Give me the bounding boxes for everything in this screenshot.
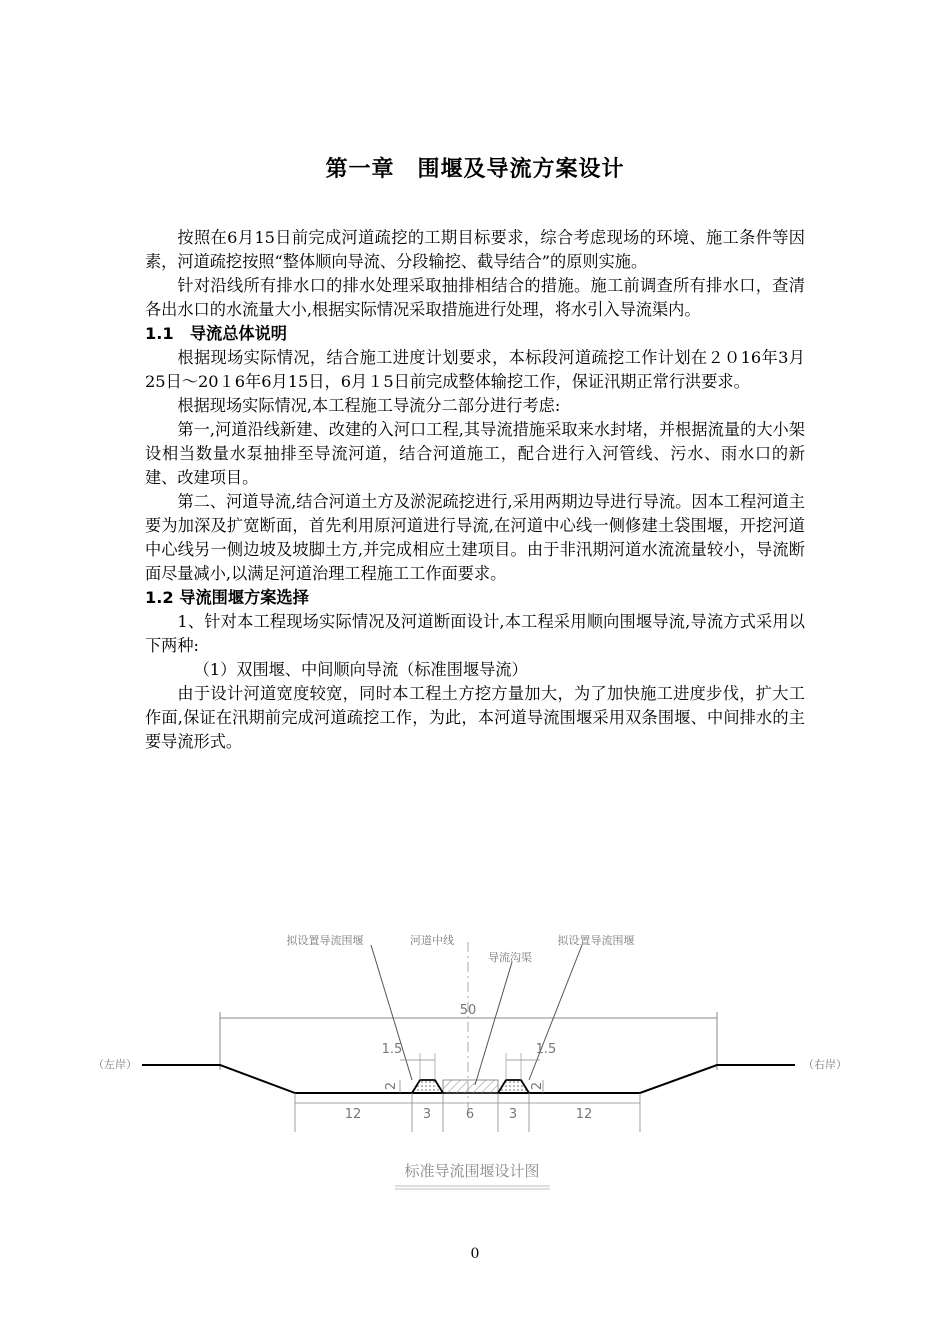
dim-bottom-left: 12 [344,1107,362,1122]
dim-channel: 6 [465,1107,475,1122]
left-cofferdam [412,1080,443,1093]
paragraph: 根据现场实际情况，结合施工进度计划要求，本标段河道疏挖工作计划在２０16年3月25日～20１6年6月15日，6月１5日前完成整体输挖工作，保证汛期正常行洪要求。 [145,348,805,391]
drainage-channel [443,1080,498,1093]
dim-top-left: 1.5 [381,1042,403,1057]
paragraph: 针对沿线所有排水口的排水处理采取抽排相结合的措施。施工前调查所有排水口，查清各出水口的水流量大小,根据实际情况采取措施进行处理，将水引入导流渠内。 [145,276,805,319]
label-centerline: 河道中线 [410,934,454,947]
section-heading: 1.1 导流总体说明 [145,324,287,343]
paragraph: 第二、河道导流,结合河道土方及淤泥疏挖进行,采用两期边导进行导流。因本工程河道主要为加深及扩宽断面，首先利用原河道进行导流,在河道中心线一侧修建土袋围堰，开挖河道中心线另一侧边坡及坡脚土方,并完成相应土建项目。由于非汛期河道水流流量较小，导流断面尽量减小,以满足河道治理工程施工工作面要求。 [145,492,805,583]
paragraph: 第一,河道沿线新建、改建的入河口工程,其导流措施采取来水封堵，并根据流量的大小架设相当数量水泵抽排至导流河道，结合河道施工，配合进行入河管线、污水、雨水口的新建、改建项目。 [145,420,805,487]
paragraph: 1、针对本工程现场实际情况及河道断面设计,本工程采用顺向围堰导流,导流方式采用以下两种: [145,612,805,655]
dim-total: 50 [459,1003,477,1018]
figure-caption: 标准导流围堰设计图 [404,1162,540,1180]
section-heading: 1.2 导流围堰方案选择 [145,588,309,607]
page-number: 0 [470,1246,480,1262]
label-channel: 导流沟渠 [488,951,532,964]
paragraph: 按照在6月15日前完成河道疏挖的工期目标要求，综合考虑现场的环境、施工条件等因素，河道疏挖按照“整体顺向导流、分段输挖、截导结合”的原则实施。 [145,228,805,271]
label-left-bank: （左岸） [93,1058,137,1071]
paragraph: （1）双围堰、中间顺向导流（标准围堰导流） [193,660,528,679]
label-right-bank: （右岸） [803,1058,847,1071]
dim-base-right: 3 [508,1107,518,1122]
dim-height-right: 2 [530,1081,545,1091]
page-title: 第一章 围堰及导流方案设计 [325,157,625,182]
label-right-cofferdam: 拟设置导流围堰 [557,934,635,947]
dim-height-left: 2 [384,1081,399,1091]
right-cofferdam [498,1080,529,1093]
label-left-cofferdam: 拟设置导流围堰 [286,934,364,947]
dim-base-left: 3 [422,1107,432,1122]
paragraph: 由于设计河道宽度较宽，同时本工程土方挖方量加大，为了加快施工进度步伐，扩大工作面,保证在汛期前完成河道疏挖工作，为此，本河道导流围堰采用双条围堰、中间排水的主要导流形式。 [145,684,805,751]
document-body [145,226,805,754]
cofferdam-design-figure [60,920,890,1220]
dim-top-right: 1.5 [535,1042,557,1057]
dim-bottom-right: 12 [575,1107,593,1122]
paragraph: 根据现场实际情况,本工程施工导流分二部分进行考虑: [177,396,561,415]
